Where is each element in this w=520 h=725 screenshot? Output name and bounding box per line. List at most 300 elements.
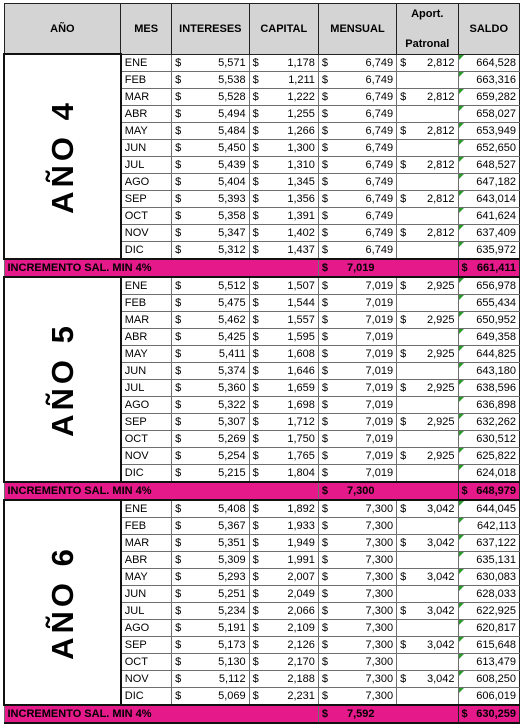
currency-symbol: $: [172, 619, 188, 636]
month-cell: JUN: [121, 139, 172, 156]
currency-symbol: $: [172, 190, 188, 207]
empty-cell: [397, 173, 411, 190]
capital-cell: 1,391: [264, 207, 318, 224]
intereses-cell: 5,374: [188, 362, 249, 379]
mensual-cell: 7,300: [333, 585, 397, 602]
mensual-cell: 6,749: [333, 173, 397, 190]
currency-symbol: $: [318, 71, 333, 88]
currency-symbol: $: [249, 88, 264, 105]
mensual-cell: 6,749: [333, 207, 397, 224]
year-label-cell: [4, 277, 121, 482]
month-cell: MAR: [121, 534, 172, 551]
currency-symbol: $: [249, 517, 264, 534]
currency-symbol: $: [318, 277, 333, 295]
currency-symbol: $: [172, 294, 188, 311]
month-cell: SEP: [121, 190, 172, 207]
aport-cell: [411, 687, 458, 705]
currency-symbol: $: [461, 261, 468, 274]
currency-symbol: $: [172, 517, 188, 534]
currency-symbol: $: [461, 707, 468, 720]
saldo-cell: 637,409: [458, 224, 520, 241]
currency-symbol: $: [249, 619, 264, 636]
currency-symbol: $: [172, 568, 188, 585]
currency-symbol: $: [172, 687, 188, 705]
currency-symbol: $: [318, 500, 333, 518]
month-cell: ENE: [121, 54, 172, 71]
aport-cell: 2,925: [411, 311, 458, 328]
saldo-cell: 656,978: [458, 277, 520, 295]
currency-symbol: $: [318, 345, 333, 362]
currency-symbol: $: [172, 122, 188, 139]
aport-cell: [411, 619, 458, 636]
mensual-cell: 6,749: [333, 71, 397, 88]
saldo-cell: 647,182: [458, 173, 520, 190]
year-label-cell: [4, 500, 121, 705]
currency-symbol: $: [172, 54, 188, 71]
aport-cell: 2,812: [411, 224, 458, 241]
currency-symbol: $: [172, 345, 188, 362]
month-cell: ENE: [121, 500, 172, 518]
aport-cell: 2,925: [411, 447, 458, 464]
year-label: AÑO 4: [44, 98, 80, 214]
month-cell: ENE: [121, 277, 172, 295]
mensual-cell: 7,019: [333, 294, 397, 311]
table-row: [4, 277, 520, 295]
currency-symbol: $: [397, 122, 411, 139]
saldo-cell: 613,479: [458, 653, 520, 670]
month-cell: MAY: [121, 345, 172, 362]
capital-cell: 2,126: [264, 636, 318, 653]
currency-symbol: $: [172, 311, 188, 328]
saldo-cell: 643,180: [458, 362, 520, 379]
intereses-cell: 5,494: [188, 105, 249, 122]
saldo-cell: 659,282: [458, 88, 520, 105]
capital-cell: 2,049: [264, 585, 318, 602]
capital-cell: 1,544: [264, 294, 318, 311]
aport-cell: [411, 207, 458, 224]
currency-symbol: $: [318, 534, 333, 551]
currency-symbol: $: [397, 379, 411, 396]
mensual-cell: 7,019: [333, 345, 397, 362]
aport-cell: 3,042: [411, 602, 458, 619]
currency-symbol: $: [318, 482, 333, 500]
currency-symbol: $: [318, 464, 333, 482]
currency-symbol: $: [172, 551, 188, 568]
mensual-cell: 7,300: [333, 653, 397, 670]
saldo-cell: 622,925: [458, 602, 520, 619]
saldo-cell: 606,019: [458, 687, 520, 705]
currency-symbol: $: [249, 224, 264, 241]
currency-symbol: $: [318, 602, 333, 619]
currency-symbol: $: [249, 311, 264, 328]
currency-symbol: $: [172, 602, 188, 619]
mensual-cell: 7,019: [333, 413, 397, 430]
currency-symbol: $: [249, 670, 264, 687]
capital-cell: 1,437: [264, 241, 318, 259]
saldo-cell: 615,648: [458, 636, 520, 653]
year-label-cell: [4, 54, 121, 259]
currency-symbol: $: [318, 653, 333, 670]
aport-cell: 2,812: [411, 156, 458, 173]
currency-symbol: $: [249, 568, 264, 585]
currency-symbol: $: [318, 568, 333, 585]
currency-symbol: $: [249, 447, 264, 464]
currency-symbol: $: [397, 568, 411, 585]
mensual-cell: 6,749: [333, 241, 397, 259]
mensual-cell: 7,300: [333, 636, 397, 653]
currency-symbol: $: [318, 241, 333, 259]
capital-cell: 1,310: [264, 156, 318, 173]
saldo-cell: 624,018: [458, 464, 520, 482]
mensual-cell: 6,749: [333, 122, 397, 139]
currency-symbol: $: [318, 294, 333, 311]
currency-symbol: $: [172, 173, 188, 190]
intereses-cell: 5,191: [188, 619, 249, 636]
header-row: [4, 4, 520, 55]
currency-symbol: $: [318, 311, 333, 328]
currency-symbol: $: [318, 259, 333, 277]
empty-cell: [411, 482, 458, 500]
empty-cell: [411, 705, 458, 723]
intereses-cell: 5,347: [188, 224, 249, 241]
month-cell: FEB: [121, 71, 172, 88]
currency-symbol: $: [318, 173, 333, 190]
month-cell: MAY: [121, 122, 172, 139]
currency-symbol: $: [318, 122, 333, 139]
month-cell: AGO: [121, 396, 172, 413]
saldo-cell: 663,316: [458, 71, 520, 88]
currency-symbol: $: [172, 585, 188, 602]
intereses-cell: 5,322: [188, 396, 249, 413]
currency-symbol: $: [318, 551, 333, 568]
capital-cell: 1,178: [264, 54, 318, 71]
saldo-cell: 658,027: [458, 105, 520, 122]
saldo-cell: 630,083: [458, 568, 520, 585]
currency-symbol: $: [318, 328, 333, 345]
header-mes: MES: [121, 4, 172, 55]
capital-cell: 1,222: [264, 88, 318, 105]
currency-symbol: $: [249, 139, 264, 156]
currency-symbol: $: [249, 653, 264, 670]
intereses-cell: 5,475: [188, 294, 249, 311]
intereses-cell: 5,312: [188, 241, 249, 259]
intereses-cell: 5,411: [188, 345, 249, 362]
capital-cell: 2,066: [264, 602, 318, 619]
currency-symbol: $: [172, 653, 188, 670]
empty-cell: [397, 207, 411, 224]
aport-cell: [411, 362, 458, 379]
currency-symbol: $: [397, 277, 411, 295]
currency-symbol: $: [249, 105, 264, 122]
currency-symbol: $: [318, 619, 333, 636]
currency-symbol: $: [318, 207, 333, 224]
intereses-cell: 5,404: [188, 173, 249, 190]
currency-symbol: $: [318, 379, 333, 396]
currency-symbol: $: [318, 636, 333, 653]
currency-symbol: $: [397, 156, 411, 173]
aport-cell: [411, 585, 458, 602]
mensual-cell: 7,300: [333, 670, 397, 687]
aport-cell: [411, 139, 458, 156]
aport-cell: 3,042: [411, 670, 458, 687]
saldo-cell: 635,972: [458, 241, 520, 259]
saldo-cell: 644,825: [458, 345, 520, 362]
header-intereses: INTERESES: [172, 4, 250, 55]
capital-cell: 2,007: [264, 568, 318, 585]
mensual-cell: 6,749: [333, 88, 397, 105]
mensual-cell: 6,749: [333, 139, 397, 156]
currency-symbol: $: [318, 687, 333, 705]
table-body: [4, 54, 520, 723]
capital-cell: 1,345: [264, 173, 318, 190]
mensual-cell: 7,300: [333, 500, 397, 518]
capital-cell: 1,646: [264, 362, 318, 379]
saldo-cell: 638,596: [458, 379, 520, 396]
month-cell: JUN: [121, 585, 172, 602]
currency-symbol: $: [172, 396, 188, 413]
currency-symbol: $: [249, 294, 264, 311]
currency-symbol: $: [249, 396, 264, 413]
month-cell: MAR: [121, 311, 172, 328]
intereses-cell: 5,484: [188, 122, 249, 139]
saldo-cell: 641,624: [458, 207, 520, 224]
currency-symbol: $: [249, 636, 264, 653]
capital-cell: 1,933: [264, 517, 318, 534]
currency-symbol: $: [461, 484, 468, 497]
currency-symbol: $: [249, 207, 264, 224]
saldo-cell: 632,262: [458, 413, 520, 430]
currency-symbol: $: [318, 139, 333, 156]
aport-cell: [411, 430, 458, 447]
month-cell: SEP: [121, 636, 172, 653]
currency-symbol: $: [318, 88, 333, 105]
month-cell: FEB: [121, 517, 172, 534]
currency-symbol: $: [318, 105, 333, 122]
increment-label: INCREMENTO SAL. MIN 4%: [4, 705, 318, 723]
empty-cell: [397, 430, 411, 447]
empty-cell: [397, 259, 411, 277]
mensual-cell: 7,019: [333, 447, 397, 464]
intereses-cell: 5,439: [188, 156, 249, 173]
aport-cell: 3,042: [411, 636, 458, 653]
aport-cell: 2,812: [411, 190, 458, 207]
currency-symbol: $: [318, 362, 333, 379]
intereses-cell: 5,408: [188, 500, 249, 518]
intereses-cell: 5,293: [188, 568, 249, 585]
mensual-cell: 6,749: [333, 156, 397, 173]
intereses-cell: 5,512: [188, 277, 249, 295]
currency-symbol: $: [249, 362, 264, 379]
currency-symbol: $: [172, 500, 188, 518]
month-cell: FEB: [121, 294, 172, 311]
increment-label: INCREMENTO SAL. MIN 4%: [4, 259, 318, 277]
currency-symbol: $: [172, 241, 188, 259]
month-cell: JUL: [121, 602, 172, 619]
empty-cell: [397, 362, 411, 379]
currency-symbol: $: [249, 430, 264, 447]
currency-symbol: $: [172, 328, 188, 345]
aport-cell: [411, 517, 458, 534]
currency-symbol: $: [318, 156, 333, 173]
aport-cell: [411, 71, 458, 88]
mensual-cell: 7,300: [333, 517, 397, 534]
currency-symbol: $: [172, 670, 188, 687]
intereses-cell: 5,367: [188, 517, 249, 534]
saldo-cell: 636,898: [458, 396, 520, 413]
capital-cell: 1,255: [264, 105, 318, 122]
currency-symbol: $: [318, 430, 333, 447]
increment-label: INCREMENTO SAL. MIN 4%: [4, 482, 318, 500]
month-cell: MAY: [121, 568, 172, 585]
currency-symbol: $: [318, 705, 333, 723]
currency-symbol: $: [397, 224, 411, 241]
intereses-cell: 5,360: [188, 379, 249, 396]
mensual-cell: 6,749: [333, 190, 397, 207]
aport-cell: 3,042: [411, 534, 458, 551]
currency-symbol: $: [397, 602, 411, 619]
increment-saldo-cell: [458, 259, 520, 277]
header-ano: AÑO: [4, 4, 121, 55]
intereses-cell: 5,462: [188, 311, 249, 328]
currency-symbol: $: [172, 413, 188, 430]
currency-symbol: $: [249, 551, 264, 568]
empty-cell: [397, 139, 411, 156]
currency-symbol: $: [397, 500, 411, 518]
currency-symbol: $: [172, 88, 188, 105]
month-cell: ABR: [121, 328, 172, 345]
currency-symbol: $: [318, 447, 333, 464]
currency-symbol: $: [397, 413, 411, 430]
currency-symbol: $: [397, 636, 411, 653]
header-saldo: SALDO: [458, 4, 520, 55]
currency-symbol: $: [172, 447, 188, 464]
aport-cell: 3,042: [411, 568, 458, 585]
aport-cell: [411, 396, 458, 413]
mensual-cell: 7,019: [333, 328, 397, 345]
capital-cell: 1,804: [264, 464, 318, 482]
currency-symbol: $: [249, 277, 264, 295]
intereses-cell: 5,130: [188, 653, 249, 670]
increment-row: [4, 705, 520, 723]
empty-cell: [397, 517, 411, 534]
currency-symbol: $: [397, 345, 411, 362]
intereses-cell: 5,251: [188, 585, 249, 602]
intereses-cell: 5,254: [188, 447, 249, 464]
currency-symbol: $: [318, 54, 333, 71]
capital-cell: 1,507: [264, 277, 318, 295]
currency-symbol: $: [249, 464, 264, 482]
aport-cell: 2,925: [411, 413, 458, 430]
intereses-cell: 5,351: [188, 534, 249, 551]
capital-cell: 1,356: [264, 190, 318, 207]
aport-cell: 2,925: [411, 379, 458, 396]
saldo-cell: 653,949: [458, 122, 520, 139]
aport-cell: [411, 551, 458, 568]
increment-saldo: 630,259: [476, 707, 516, 720]
mensual-cell: 7,300: [333, 568, 397, 585]
mensual-cell: 7,019: [333, 311, 397, 328]
intereses-cell: 5,450: [188, 139, 249, 156]
currency-symbol: $: [172, 224, 188, 241]
currency-symbol: $: [397, 311, 411, 328]
currency-symbol: $: [318, 413, 333, 430]
empty-cell: [397, 705, 411, 723]
currency-symbol: $: [172, 156, 188, 173]
aport-cell: 2,925: [411, 345, 458, 362]
capital-cell: 1,211: [264, 71, 318, 88]
empty-cell: [397, 241, 411, 259]
month-cell: ABR: [121, 551, 172, 568]
currency-symbol: $: [318, 396, 333, 413]
month-cell: AGO: [121, 173, 172, 190]
currency-symbol: $: [397, 190, 411, 207]
mensual-cell: 7,019: [333, 379, 397, 396]
month-cell: ABR: [121, 105, 172, 122]
header-aport-line2: Patronal: [405, 37, 450, 50]
mensual-cell: 7,300: [333, 619, 397, 636]
empty-cell: [397, 396, 411, 413]
header-capital: CAPITAL: [249, 4, 318, 55]
intereses-cell: 5,571: [188, 54, 249, 71]
capital-cell: 2,109: [264, 619, 318, 636]
currency-symbol: $: [249, 534, 264, 551]
month-cell: OCT: [121, 207, 172, 224]
mensual-cell: 7,300: [333, 602, 397, 619]
increment-row: [4, 259, 520, 277]
saldo-cell: 637,122: [458, 534, 520, 551]
currency-symbol: $: [249, 173, 264, 190]
saldo-cell: 649,358: [458, 328, 520, 345]
mensual-cell: 7,019: [333, 430, 397, 447]
intereses-cell: 5,538: [188, 71, 249, 88]
month-cell: DIC: [121, 687, 172, 705]
capital-cell: 1,712: [264, 413, 318, 430]
capital-cell: 1,300: [264, 139, 318, 156]
intereses-cell: 5,234: [188, 602, 249, 619]
saldo-cell: 664,528: [458, 54, 520, 71]
currency-symbol: $: [397, 534, 411, 551]
increment-mensual: 7,592: [333, 705, 397, 723]
saldo-cell: 643,014: [458, 190, 520, 207]
increment-mensual: 7,300: [333, 482, 397, 500]
currency-symbol: $: [249, 190, 264, 207]
currency-symbol: $: [249, 328, 264, 345]
saldo-cell: 620,817: [458, 619, 520, 636]
currency-symbol: $: [172, 430, 188, 447]
currency-symbol: $: [172, 207, 188, 224]
empty-cell: [397, 687, 411, 705]
empty-cell: [411, 259, 458, 277]
increment-row: [4, 482, 520, 500]
mensual-cell: 7,300: [333, 551, 397, 568]
saldo-cell: 652,650: [458, 139, 520, 156]
aport-cell: [411, 328, 458, 345]
capital-cell: 2,170: [264, 653, 318, 670]
currency-symbol: $: [172, 139, 188, 156]
header-aport-patronal: [397, 4, 458, 55]
currency-symbol: $: [318, 224, 333, 241]
month-cell: JUL: [121, 156, 172, 173]
currency-symbol: $: [172, 105, 188, 122]
saldo-cell: 655,434: [458, 294, 520, 311]
capital-cell: 1,698: [264, 396, 318, 413]
month-cell: JUL: [121, 379, 172, 396]
saldo-cell: 625,822: [458, 447, 520, 464]
empty-cell: [397, 464, 411, 482]
aport-cell: 2,812: [411, 54, 458, 71]
currency-symbol: $: [249, 71, 264, 88]
mensual-cell: 7,019: [333, 362, 397, 379]
